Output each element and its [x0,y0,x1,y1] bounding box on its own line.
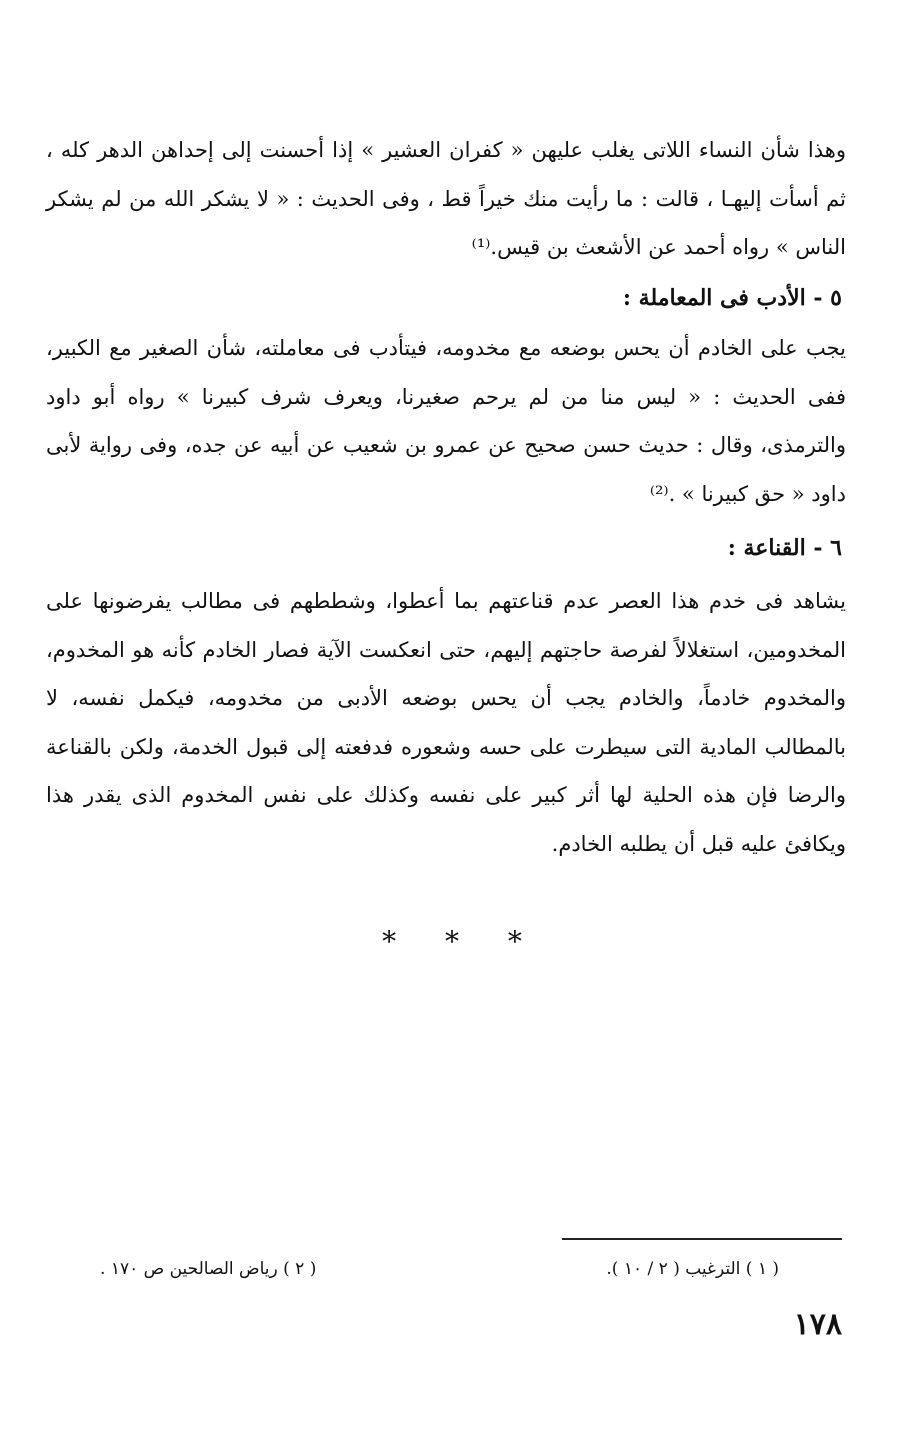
page-number: ١٧٨ [793,1307,842,1342]
paragraph-3: يشاهد فى خدم هذا العصر عدم قناعتهم بما أعطوا، وشططهم فى مطالب يفرضونها على المخدومين، استغلالاً لفرصة حاجتهم إليهم، حتى انعكست الآية فصار الخادم كأنه هو المخدوم، والمخدوم خادماً، والخادم يجب أن يحس بوضعه الأدبى من مخدومه، فيكمل نفسه، لا بالمطالب المادية التى سيطرت على حسه وشعوره فدفعته إلى قبول الخدمة، ولكن بالقناعة والرضا فإن هذه الحلية لها أثر كبير على نفسه وكذلك على نفس المخدوم الذى يقدر هذا ويكافئ عليه قبل أن يطلبه الخادم. [46,589,846,856]
separator-star: * [507,925,522,958]
paragraph-1: وهذا شأن النساء اللاتى يغلب عليهن « كفران العشير » إذا أحسنت إلى إحداهن الدهر كله ، ثم أسأت إليهـا ، قالت : ما رأيت منك خيراً قط ، وفى الحديث : « لا يشكر الله من لم يشكر الناس » رواه أحمد عن الأشعث بن قيس.⁽¹⁾ [46,138,846,259]
section-heading-6: ٦ - القناعة : [727,535,842,561]
footnote-divider [562,1238,842,1240]
footnote-2: ( ٢ ) رياض الصالحين ص ١٧٠ . [100,1259,317,1279]
footnote-1: ( ١ ) الترغيب ( ٢ / ١٠ ). [606,1259,779,1279]
separator-star: * [445,925,459,958]
section-heading-5: ٥ - الأدب فى المعاملة : [622,285,842,311]
separator-star: * [382,925,397,958]
section-separator [0,922,904,962]
paragraph-2: يجب على الخادم أن يحس بوضعه مع مخدومه، فيتأدب فى معاملته، شأن الصغير مع الكبير، ففى الحديث : « ليس منا من لم يرحم صغيرنا، ويعرف شرف كبيرنا » رواه أبو داود والترمذى، وقال : حديث حسن صحيح عن عمرو بن شعيب عن أبيه عن جده، وفى رواية لأبى داود « حق كبيرنا » .⁽²⁾ [46,336,846,506]
